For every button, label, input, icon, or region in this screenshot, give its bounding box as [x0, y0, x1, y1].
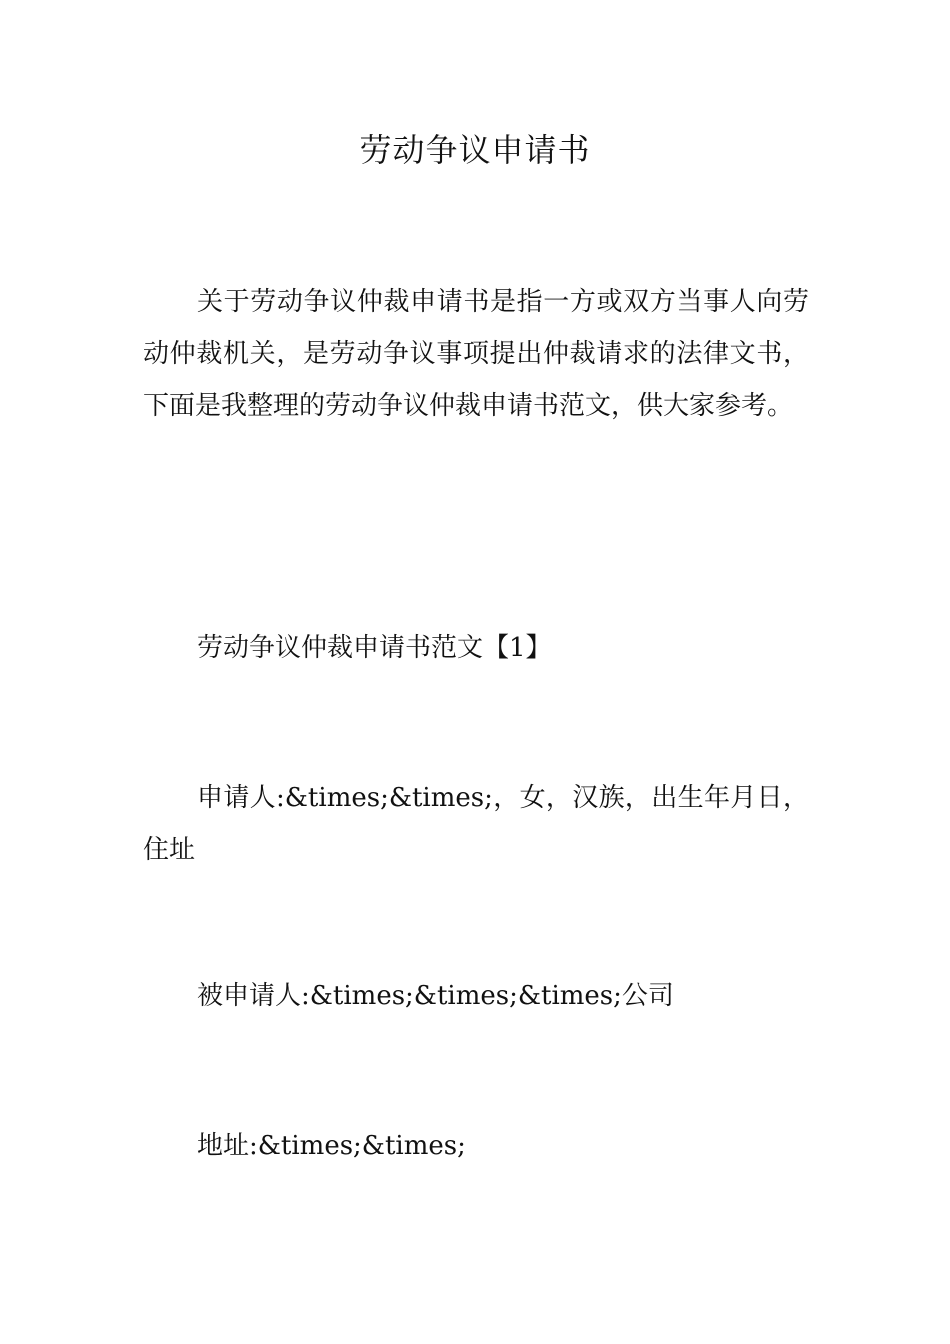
section-heading: 劳动争议仲裁申请书范文【1】	[197, 633, 552, 663]
applicant-line: 申请人:&times;&times;，女，汉族，出生年月日，住址	[143, 783, 809, 865]
intro-paragraph: 关于劳动争议仲裁申请书是指一方或双方当事人向劳动仲裁机关，是劳动争议事项提出仲裁请求的法律文书，下面是我整理的劳动争议仲裁申请书范文，供大家参考。	[143, 287, 809, 421]
respondent-line: 被申请人:&times;&times;&times;公司	[197, 981, 674, 1011]
address-line: 地址:&times;&times;	[197, 1131, 466, 1161]
document-title: 劳动争议申请书	[359, 131, 591, 169]
